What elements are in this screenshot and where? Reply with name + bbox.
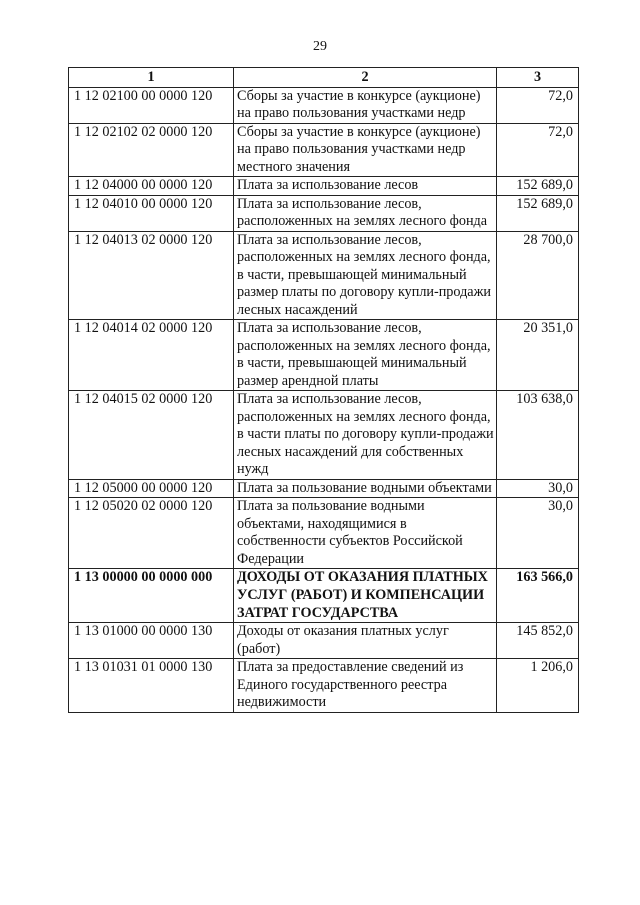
table-row — [69, 479, 579, 498]
header-col-2: 2 — [234, 68, 497, 88]
revenue-amount: 28 700,0 — [497, 231, 579, 320]
revenue-name: Плата за предоставление сведений из Единого государственного реестра недвижимости — [234, 659, 497, 713]
revenue-name: Плата за пользование водными объектами, находящимися в собственности субъектов Российской Федерации — [234, 498, 497, 569]
table-row — [69, 391, 579, 480]
table-row — [69, 231, 579, 320]
table-row — [69, 123, 579, 177]
revenue-amount: 103 638,0 — [497, 391, 579, 480]
table-row — [69, 623, 579, 659]
classification-code: 1 13 01031 01 0000 130 — [69, 659, 234, 713]
revenue-table — [68, 67, 579, 713]
revenue-amount: 145 852,0 — [497, 623, 579, 659]
revenue-name: Сборы за участие в конкурсе (аукционе) на право пользования участками недр местного значения — [234, 123, 497, 177]
revenue-name: Плата за использование лесов — [234, 177, 497, 196]
revenue-name: Плата за использование лесов, расположенных на землях лесного фонда, в части платы по договору купли-продажи лесных насаждений для собственных нужд — [234, 391, 497, 480]
header-col-3: 3 — [497, 68, 579, 88]
table-row — [69, 569, 579, 623]
classification-code: 1 12 02102 02 0000 120 — [69, 123, 234, 177]
revenue-name: Доходы от оказания платных услуг (работ) — [234, 623, 497, 659]
revenue-amount: 152 689,0 — [497, 195, 579, 231]
header-col-1: 1 — [69, 68, 234, 88]
classification-code: 1 12 04013 02 0000 120 — [69, 231, 234, 320]
header-row — [69, 68, 579, 88]
table-row — [69, 195, 579, 231]
table-row — [69, 659, 579, 713]
revenue-amount: 30,0 — [497, 498, 579, 569]
classification-code: 1 13 01000 00 0000 130 — [69, 623, 234, 659]
revenue-amount: 1 206,0 — [497, 659, 579, 713]
classification-code: 1 12 05000 00 0000 120 — [69, 479, 234, 498]
revenue-amount: 72,0 — [497, 87, 579, 123]
revenue-amount: 30,0 — [497, 479, 579, 498]
revenue-amount: 20 351,0 — [497, 320, 579, 391]
revenue-name: Плата за использование лесов, расположенных на землях лесного фонда, в части, превышающей минимальный размер платы по договору купли-продажи лесных насаждений — [234, 231, 497, 320]
revenue-amount: 163 566,0 — [497, 569, 579, 623]
classification-code: 1 12 04014 02 0000 120 — [69, 320, 234, 391]
revenue-amount: 152 689,0 — [497, 177, 579, 196]
page-number: 29 — [313, 39, 327, 54]
table-body — [69, 87, 579, 712]
revenue-name: ДОХОДЫ ОТ ОКАЗАНИЯ ПЛАТНЫХ УСЛУГ (РАБОТ) И КОМПЕНСАЦИИ ЗАТРАТ ГОСУДАРСТВА — [234, 569, 497, 623]
classification-code: 1 12 02100 00 0000 120 — [69, 87, 234, 123]
classification-code: 1 12 04015 02 0000 120 — [69, 391, 234, 480]
table-row — [69, 498, 579, 569]
revenue-amount: 72,0 — [497, 123, 579, 177]
classification-code: 1 13 00000 00 0000 000 — [69, 569, 234, 623]
classification-code: 1 12 04010 00 0000 120 — [69, 195, 234, 231]
table-row — [69, 177, 579, 196]
revenue-name: Плата за использование лесов, расположенных на землях лесного фонда — [234, 195, 497, 231]
table-row — [69, 320, 579, 391]
table-row — [69, 87, 579, 123]
table-header — [69, 68, 579, 88]
revenue-name: Плата за пользование водными объектами — [234, 479, 497, 498]
revenue-name: Плата за использование лесов, расположенных на землях лесного фонда, в части, превышающей минимальный размер арендной платы — [234, 320, 497, 391]
revenue-name: Сборы за участие в конкурсе (аукционе) на право пользования участками недр — [234, 87, 497, 123]
classification-code: 1 12 04000 00 0000 120 — [69, 177, 234, 196]
classification-code: 1 12 05020 02 0000 120 — [69, 498, 234, 569]
